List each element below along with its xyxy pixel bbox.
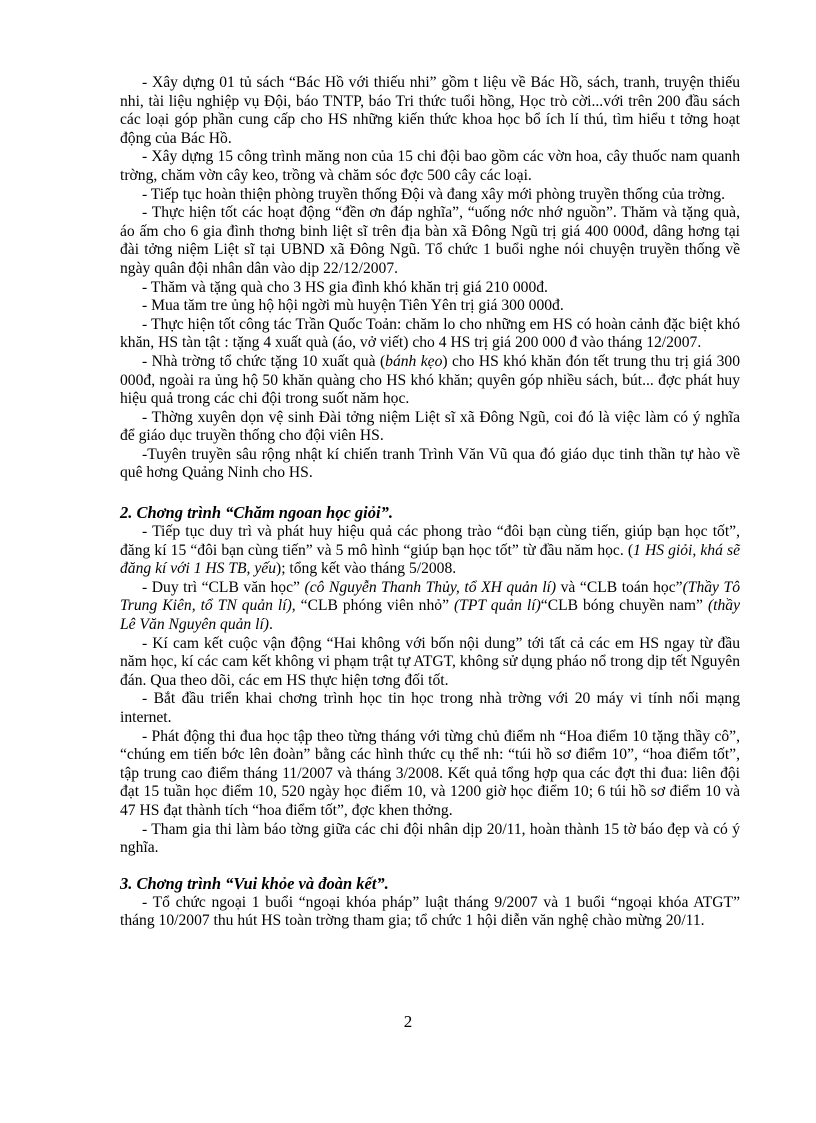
paragraph: - Xây dựng 01 tủ sách “Bác Hồ với thiếu nhi” gồm t liệu về Bác Hồ, sách, tranh, truyện thiếu nhi, tài liệu nghiệp vụ Đội, báo TNTP, báo Tri thức tuổi hồng, Học trò cời...với trên 200 đầu sách các loại góp phần cung cấp cho HS những kiến thức khoa học bổ ích lí thú, tìm hiểu t tởng hoạt động của Bác Hồ. <box>120 74 740 147</box>
text-run: - Tiếp tục duy trì và phát huy hiệu quả các phong trào “đôi bạn cùng tiến, giúp bạn học tốt”, đăng kí 15 “đôi bạn cùng tiến” và 5 mô hình “giúp bạn học tốt” từ đầu năm học. ( <box>120 523 740 559</box>
text-run: . <box>269 616 273 634</box>
text-run: - Duy trì “CLB văn học” <box>142 578 305 596</box>
paragraph: - Phát động thi đua học tập theo từng tháng với từng chủ điểm nh “Hoa điểm 10 tặng thầy cô”, “chúng em tiến bớc lên đoàn” bằng các hình thức cụ thể nh: “túi hồ sơ điểm 10”, “hoa điểm tốt”, tập trung cao điểm tháng 11/2007 và tháng 3/2008. Kết quả tổng hợp qua các đợt thi đua: liên đội đạt 15 tuần học điểm 10, 520 ngày học điểm 10, và 1200 giờ học điểm 10; 6 túi hồ sơ điểm 10 và 47 HS đạt thành tích “hoa điểm tốt”, đợc khen thởng. <box>120 727 740 819</box>
paragraph: -Tuyên truyền sâu rộng nhật kí chiến tranh Trình Văn Vũ qua đó giáo dục tinh thần tự hào về quê hơng Quảng Ninh cho HS. <box>120 445 740 482</box>
page-number: 2 <box>403 1012 413 1031</box>
text-run: và “CLB toán học” <box>556 578 683 596</box>
section-heading: 2. Chơng trình “Chăm ngoan học giỏi”. <box>120 503 393 523</box>
italic-text: (thầy Lê Văn Nguyên quản lí) <box>120 597 740 634</box>
paragraph: - Thờng xuyên dọn vệ sinh Đài tởng niệm Liệt sĩ xã Đông Ngũ, coi đó là việc làm có ý nghĩa để giáo dục truyền thống cho đội viên HS. <box>120 408 740 445</box>
paragraph: - Thăm và tặng quà cho 3 HS gia đình khó khăn trị giá 210 000đ. <box>142 278 548 296</box>
paragraph: - Xây dựng 15 công trình măng non của 15 chi đội bao gồm các vờn hoa, cây thuốc nam quanh trờng, chăm vờn cây keo, trồng và chăm sóc đợc 500 cây các loại. <box>120 148 740 184</box>
text-run: - Nhà trờng tổ chức tặng 10 xuất quà ( <box>142 352 386 370</box>
document-body <box>120 74 740 931</box>
paragraph <box>120 523 740 579</box>
text-run: ); tổng kết vào tháng 5/2008. <box>276 560 457 578</box>
italic-text: (TPT quản lí) <box>453 597 541 615</box>
italic-text: 1 HS giỏi, khá sẽ đăng kí với 1 HS TB, yếu <box>120 541 740 578</box>
paragraph: - Tham gia thi làm báo tờng giữa các chi đội nhân dịp 20/11, hoàn thành 15 tờ báo đẹp và có ý nghĩa. <box>120 820 740 857</box>
paragraph: - Kí cam kết cuộc vận động “Hai không với bốn nội dung” tới tất cả các em HS ngay từ đầu năm học, kí các cam kết không vi phạm trật tự ATGT, không sử dụng pháo nổ trong dịp tết Nguyên đán. Qua theo dõi, các em HS thực hiện tơng đối tốt. <box>120 634 740 689</box>
italic-text: (Thầy Tô Trung Kiên, tổ TN quản lí) <box>120 578 740 615</box>
paragraph <box>120 579 740 635</box>
italic-text: (cô Nguyễn Thanh Thủy, tổ XH quản lí) <box>304 578 557 596</box>
text-run: , “CLB phóng viên nhỏ” <box>291 597 454 615</box>
paragraph: - Mua tăm tre ủng hộ hội ngời mù huyện Tiên Yên trị giá 300 000đ. <box>142 297 564 315</box>
text-run: ) cho HS khó khăn đón tết trung thu trị giá 300 000đ, ngoài ra ủng hộ 50 khăn quàng cho HS khó khăn; quyên góp nhiều sách, bút... đợc phát huy hiệu quả trong các chi đội trong suốt năm học. <box>120 352 740 408</box>
italic-text: bánh kẹo <box>385 352 443 370</box>
text-run: “CLB bóng chuyền nam” <box>540 597 708 615</box>
section-heading: 3. Chơng trình “Vui khỏe và đoàn kết”. <box>120 873 389 893</box>
paragraph: - Thực hiện tốt công tác Trần Quốc Toản: chăm lo cho những em HS có hoàn cảnh đặc biệt khó khăn, HS tàn tật : tặng 4 xuất quà (áo, vở viết) cho 4 HS trị giá 200 000 đ vào tháng 12/2007. <box>120 315 740 352</box>
paragraph: - Tổ chức ngoại 1 buổi “ngoại khóa pháp” luật tháng 9/2007 và 1 buổi “ngoại khóa ATGT” tháng 10/2007 thu hút HS toàn trờng tham gia; tổ chức 1 hội diễn văn nghệ chào mừng 20/11. <box>120 893 740 930</box>
paragraph <box>120 353 740 409</box>
paragraph: - Bắt đầu triển khai chơng trình học tin học trong nhà trờng với 20 máy vi tính nối mạng internet. <box>120 690 740 726</box>
paragraph: - Thực hiện tốt các hoạt động “đền ơn đáp nghĩa”, “uống nớc nhớ nguồn”. Thăm và tặng quà, áo ấm cho 6 gia đình thơng binh liệt sĩ trên địa bàn xã Đông Ngũ trị giá 400 000đ, dâng hơng tại đài tởng niệm Liệt sĩ tại UBND xã Đông Ngũ. Tổ chức 1 buổi nghe nói chuyện truyền thống về ngày quân đội nhân dân vào dịp 22/12/2007. <box>120 204 740 277</box>
paragraph: - Tiếp tục hoàn thiện phòng truyền thống Đội và đang xây mới phòng truyền thống của trờng. <box>142 185 725 203</box>
